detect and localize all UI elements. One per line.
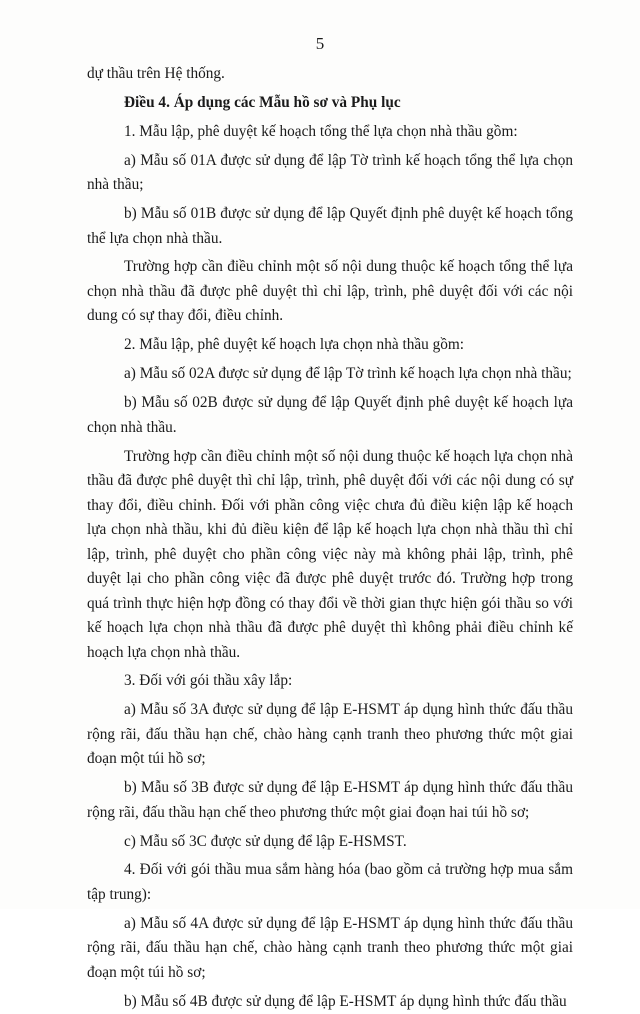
document-body [87, 62, 573, 1014]
paragraph: b) Mẫu số 3B được sử dụng để lập E-HSMT áp dụng hình thức đấu thầu rộng rãi, đấu thầu hạn chế theo phương thức một giai đoạn hai túi hồ sơ; [87, 779, 573, 821]
paragraph: a) Mẫu số 02A được sử dụng để lập Tờ trình kế hoạch lựa chọn nhà thầu; [124, 365, 572, 383]
paragraph: Trường hợp cần điều chỉnh một số nội dung thuộc kế hoạch tổng thể lựa chọn nhà thầu đã được phê duyệt thì chỉ lập, trình, phê duyệt đối với các nội dung có sự thay đổi, điều chỉnh. [87, 258, 573, 325]
paragraph: b) Mẫu số 01B được sử dụng để lập Quyết định phê duyệt kế hoạch tổng thể lựa chọn nhà thầu. [87, 205, 573, 247]
paragraph: Trường hợp cần điều chỉnh một số nội dung thuộc kế hoạch lựa chọn nhà thầu đã được phê duyệt thì chỉ lập, trình, phê duyệt đối với các nội dung có sự thay đổi, điều chỉnh. Đối với phần công việc chưa đủ điều kiện lập kế hoạch lựa chọn nhà thầu, khi đủ điều kiện để lập kế hoạch lựa chọn nhà thầu thì chỉ lập, trình, phê duyệt cho phần công việc này mà không phải lập, trình, phê duyệt lại cho phần công việc đã được phê duyệt trước đó. Trường hợp trong quá trình thực hiện hợp đồng có thay đổi về thời gian thực hiện gói thầu so với kế hoạch lựa chọn nhà thầu đã được phê duyệt thì không phải điều chỉnh kế hoạch lựa chọn nhà thầu. [87, 447, 573, 661]
paragraph: 2. Mẫu lập, phê duyệt kế hoạch lựa chọn nhà thầu gồm: [124, 336, 465, 354]
paragraph-continuation: dự thầu trên Hệ thống. [87, 65, 225, 82]
paragraph: 3. Đối với gói thầu xây lắp: [124, 672, 293, 690]
paragraph: b) Mẫu số 02B được sử dụng để lập Quyết định phê duyệt kế hoạch lựa chọn nhà thầu. [87, 394, 573, 436]
article-heading: Điều 4. Áp dụng các Mẫu hồ sơ và Phụ lục [124, 93, 401, 111]
paragraph: a) Mẫu số 3A được sử dụng để lập E-HSMT áp dụng hình thức đấu thầu rộng rãi, đấu thầu hạn chế, chào hàng cạnh tranh theo phương thức một giai đoạn một túi hồ sơ; [87, 701, 573, 768]
paragraph: 1. Mẫu lập, phê duyệt kế hoạch tổng thể lựa chọn nhà thầu gồm: [124, 122, 518, 140]
paragraph: a) Mẫu số 01A được sử dụng để lập Tờ trình kế hoạch tổng thể lựa chọn nhà thầu; [87, 151, 573, 194]
paragraph: a) Mẫu số 4A được sử dụng để lập E-HSMT áp dụng hình thức đấu thầu rộng rãi, đấu thầu hạn chế, chào hàng cạnh tranh theo phương thức một giai đoạn một túi hồ sơ; [87, 914, 573, 981]
paragraph: c) Mẫu số 3C được sử dụng để lập E-HSMST. [124, 832, 407, 850]
paragraph: 4. Đối với gói thầu mua sắm hàng hóa (bao gồm cả trường hợp mua sắm tập trung): [87, 861, 573, 903]
paragraph: b) Mẫu số 4B được sử dụng để lập E-HSMT áp dụng hình thức đấu thầu [124, 992, 567, 1010]
page-number: 5 [315, 34, 325, 53]
